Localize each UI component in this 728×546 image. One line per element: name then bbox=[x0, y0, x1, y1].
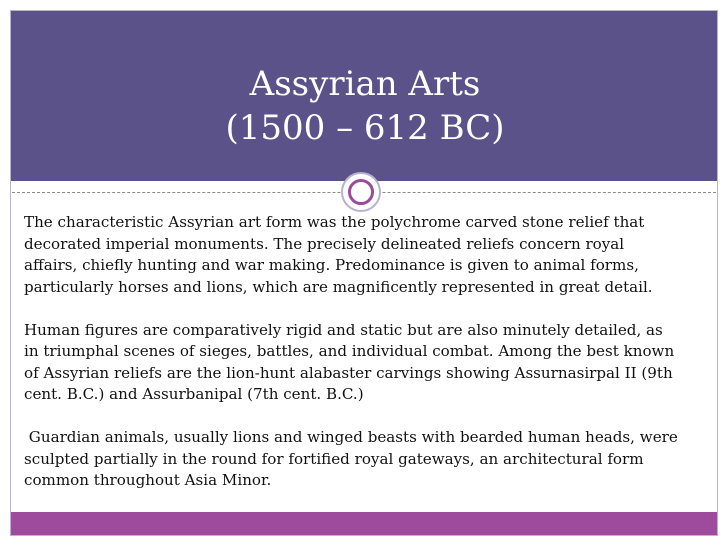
paragraph-2 bbox=[24, 320, 714, 406]
slide-body bbox=[24, 212, 714, 492]
paragraph-1 bbox=[24, 212, 714, 298]
title-line-1: Assyrian Arts bbox=[249, 64, 481, 104]
paragraph-line: decorated imperial monuments. The precisely delineated reliefs concern royal bbox=[24, 234, 625, 253]
paragraph-line: sculpted partially in the round for fortified royal gateways, an architectural form bbox=[24, 449, 644, 468]
paragraph-line: particularly horses and lions, which are magnificently represented in great detail. bbox=[24, 277, 653, 296]
circle-ornament-icon bbox=[341, 172, 381, 212]
paragraph-line: of Assyrian reliefs are the lion-hunt alabaster carvings showing Assurnasirpal II (9th bbox=[24, 363, 673, 382]
paragraph-line: The characteristic Assyrian art form was the polychrome carved stone relief that bbox=[24, 213, 645, 231]
paragraph-line: Human figures are comparatively rigid and static but are also minutely detailed, as bbox=[24, 320, 663, 339]
slide-title bbox=[140, 62, 590, 150]
paragraph-line: affairs, chiefly hunting and war making. Predominance is given to animal forms, bbox=[24, 256, 639, 274]
paragraph-3 bbox=[24, 427, 714, 492]
paragraph-line: common throughout Asia Minor. bbox=[24, 471, 272, 489]
paragraph-line: in triumphal scenes of sieges, battles, and individual combat. Among the best known bbox=[24, 342, 675, 360]
paragraph-spacer bbox=[24, 298, 714, 320]
paragraph-line: Guardian animals, usually lions and winged beasts with bearded human heads, were bbox=[24, 428, 678, 446]
paragraph-line: cent. B.C.) and Assurbanipal (7th cent. B.C.) bbox=[24, 385, 364, 403]
title-line-2: (1500 – 612 BC) bbox=[225, 108, 505, 148]
paragraph-spacer bbox=[24, 406, 714, 428]
ornament-ring-icon bbox=[348, 179, 374, 205]
footer-band bbox=[11, 512, 717, 535]
